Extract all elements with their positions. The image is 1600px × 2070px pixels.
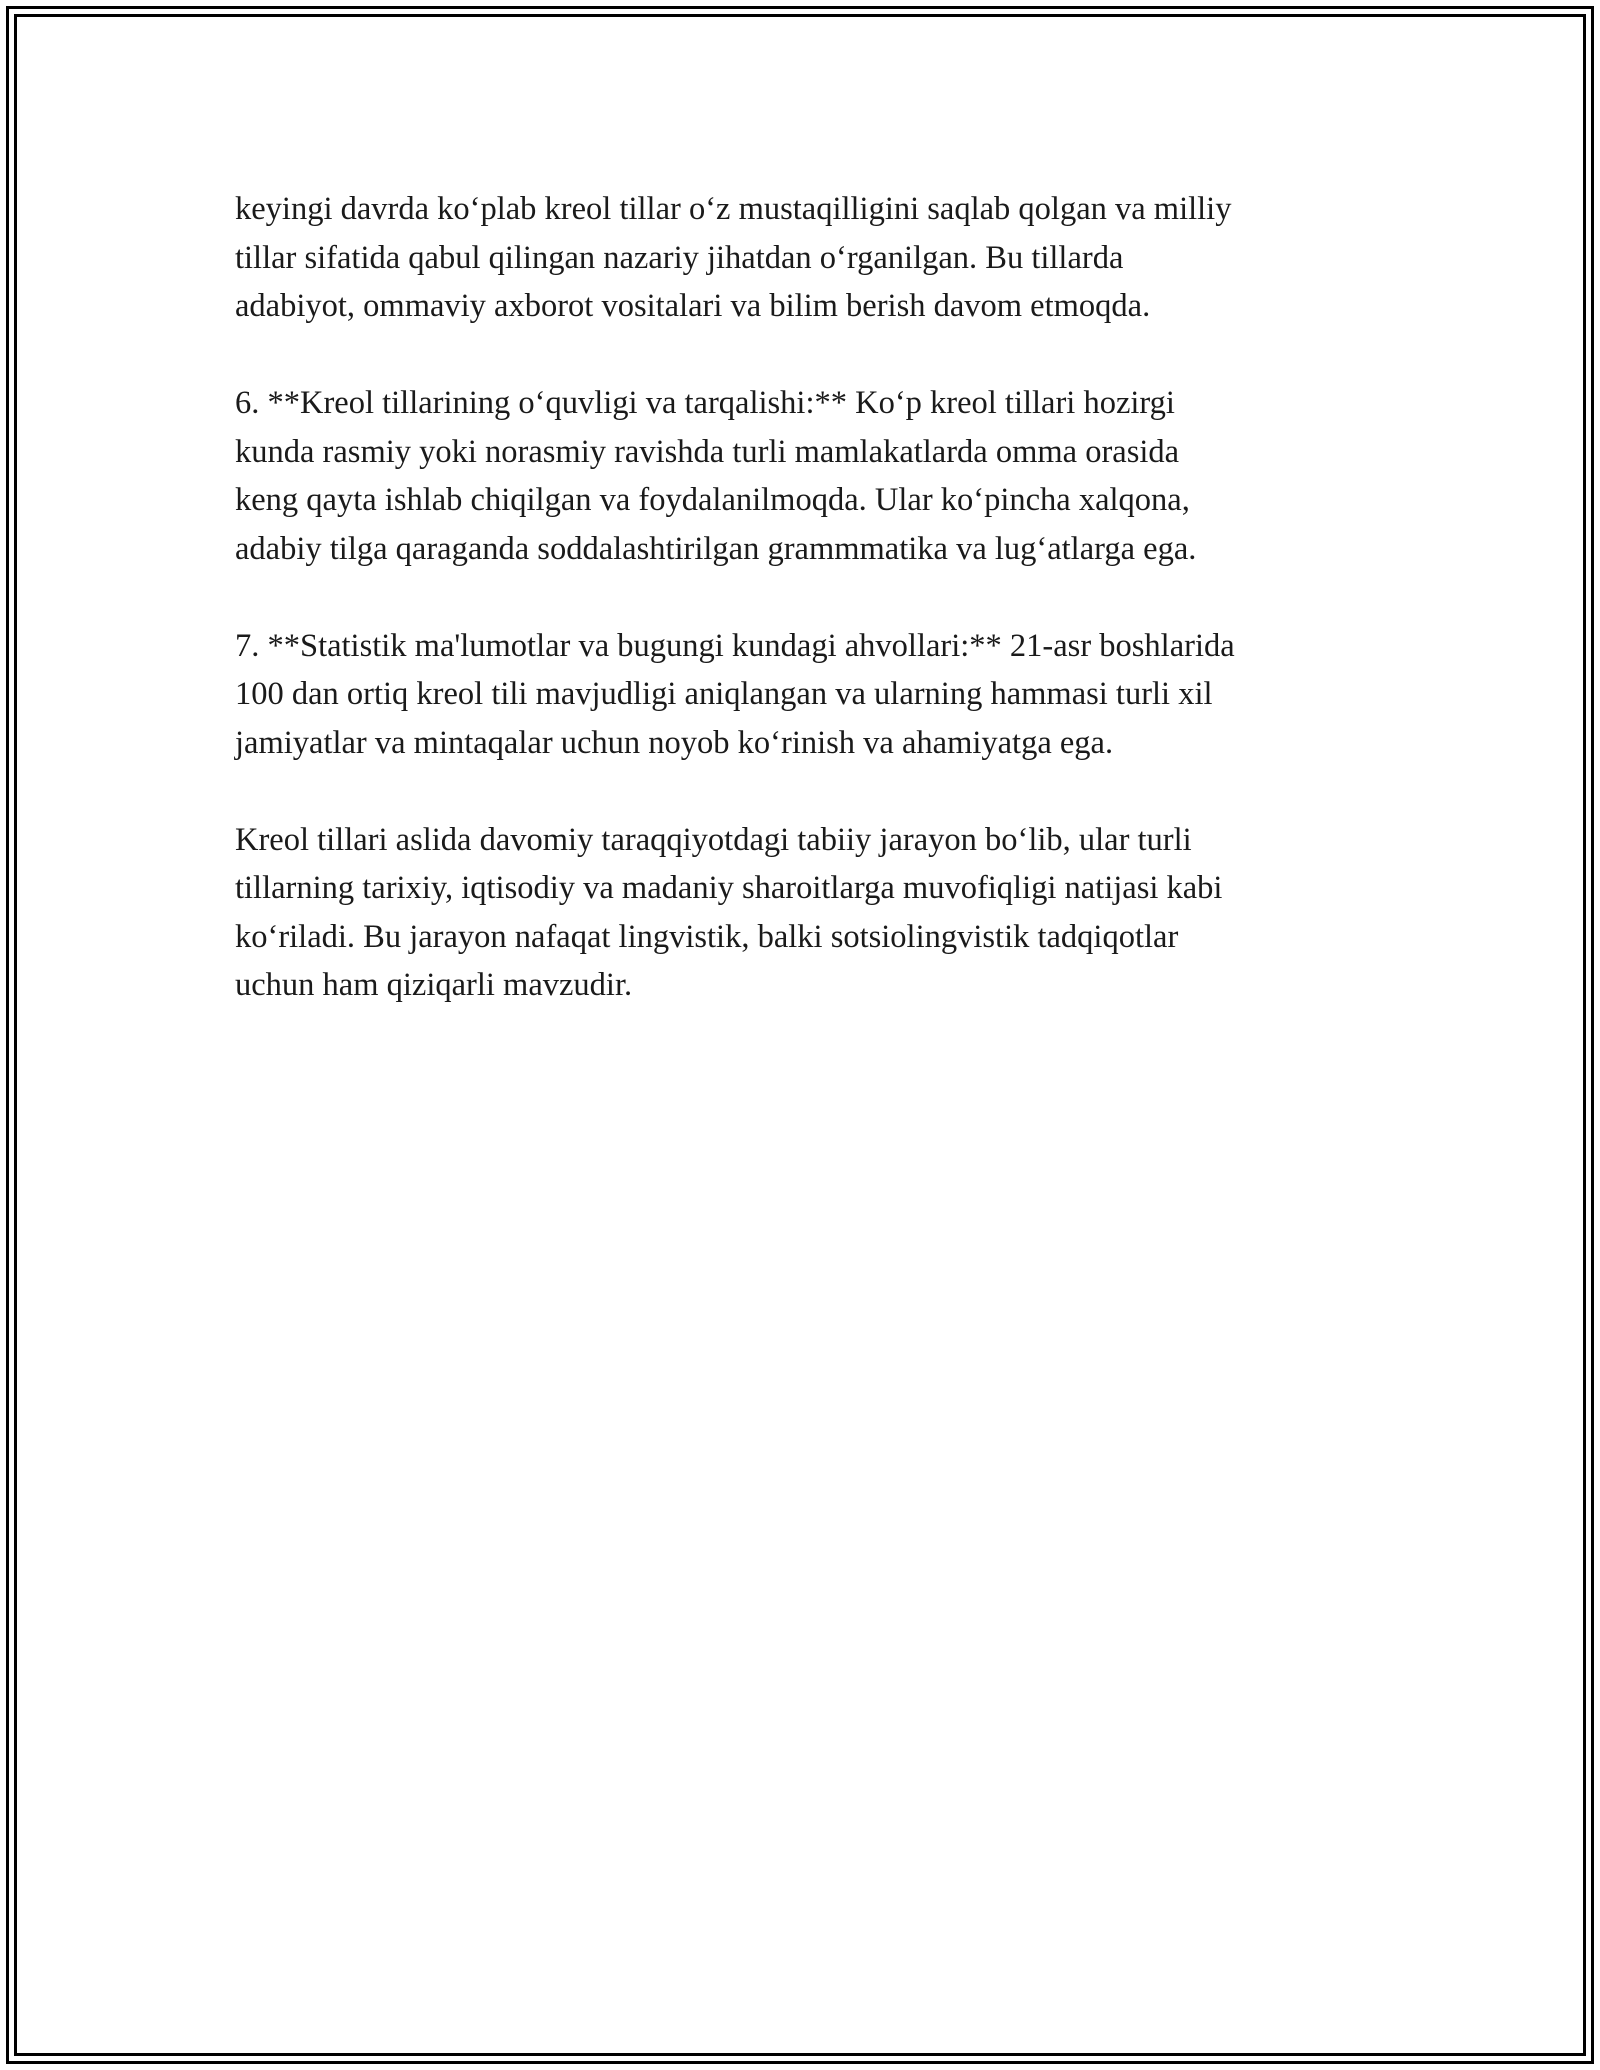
paragraph-item-6 [235,379,1405,573]
text-line: 6. **Kreol tillarining o‘quvligi va tarqalishi:** Ko‘p kreol tillari hozirgi [235,385,1175,421]
text-line: 100 dan ortiq kreol tili mavjudligi aniqlangan va ularning hammasi turli xil [235,676,1213,712]
text-line: adabiy tilga qaraganda soddalashtirilgan grammmatika va lug‘atlarga ega. [235,530,1197,567]
text-line: ko‘riladi. Bu jarayon nafaqat lingvistik, balki sotsiolingvistik tadqiqotlar [235,918,1179,955]
text-line: keyingi davrda ko‘plab kreol tillar o‘z mustaqilligini saqlab qolgan va milliy [235,191,1232,227]
document-body [235,185,1405,1058]
paragraph-item-7 [235,622,1405,768]
text-line: tillarning tarixiy, iqtisodiy va madaniy sharoitlarga muvofiqligi natijasi kabi [235,870,1223,906]
text-line: kunda rasmiy yoki norasmiy ravishda turli mamlakatlarda omma orasida [235,433,1180,470]
text-line: jamiyatlar va mintaqalar uchun noyob ko‘rinish va ahamiyatga ega. [235,724,1114,761]
text-line: uchun ham qiziqarli mavzudir. [235,967,633,1003]
text-line: tillar sifatida qabul qilingan nazariy jihatdan o‘rganilgan. Bu tillarda [235,239,1124,276]
text-line: keng qayta ishlab chiqilgan va foydalanilmoqda. Ular ko‘pincha xalqona, [235,482,1190,518]
paragraph-conclusion [235,816,1405,1010]
text-line: 7. **Statistik ma'lumotlar va bugungi kundagi ahvollari:** 21-asr boshlarida [235,627,1235,664]
text-line: Kreol tillari aslida davomiy taraqqiyotdagi tabiiy jarayon bo‘lib, ular turli [235,821,1192,858]
paragraph-continuation [235,185,1405,331]
text-line: adabiyot, ommaviy axborot vositalari va bilim berish davom etmoqda. [235,288,1151,324]
